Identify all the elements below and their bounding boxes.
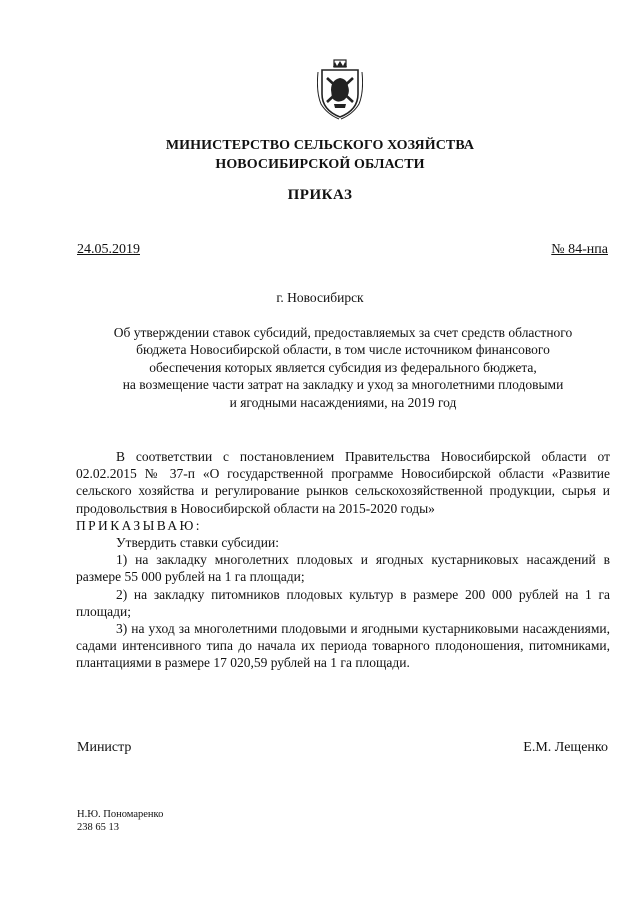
coat-of-arms-icon [317,58,363,120]
subject-line: обеспечения которых является субсидия из федерального бюджета, [149,359,537,375]
preamble-paragraph: В соответствии с постановлением Правительства Новосибирской области от 02.02.2015 № 37-п «О государственной программе Новосибирской области «Развитие сельского хозяйства и регулирование рынков сельскохозяйственной продукции, сырья и продовольствия в Новосибирской области на 2015-2020 годы» [76,449,610,516]
signatory-name: Е.М. Лещенко [523,740,608,755]
executor-phone: 238 65 13 [77,822,119,833]
subject-line: бюджета Новосибирской области, в том числе источником финансового [136,342,550,358]
ministry-title-line2: НОВОСИБИРСКОЙ ОБЛАСТИ [215,157,425,172]
executor-name: Н.Ю. Пономаренко [77,809,164,820]
subject-line: на возмещение части затрат на закладку и уход за многолетними плодовыми [122,377,564,393]
document-type: ПРИКАЗ [287,187,353,203]
ministry-title-line1: МИНИСТЕРСТВО СЕЛЬСКОГО ХОЗЯЙСТВА [165,138,475,153]
order-date: 24.05.2019 [77,242,140,257]
order-number: № 84-нпа [551,242,608,257]
subject-line: и ягодными насаждениями, на 2019 год [229,394,457,410]
item-paragraph: 1) на закладку многолетних плодовых и ягодных кустарниковых насаждений в размере 55 000 рублей на 1 га площади; [76,552,610,585]
signatory-title: Министр [77,740,132,755]
intro-paragraph: Утвердить ставки субсидии: [116,535,279,551]
city: г. Новосибирск [276,290,364,305]
order-word: ПРИКАЗЫВАЮ: [76,517,202,533]
subject-line: Об утверждении ставок субсидий, предоставляемых за счет средств областного [113,325,573,340]
item-paragraph: 3) на уход за многолетними плодовыми и ягодными кустарниковыми насаждениями, садами интенсивного типа до начала их периода товарного плодоношения, питомниками, плантациями в размере 17 020,59 рублей на 1 га площади. [76,621,610,671]
order-subject [70,324,616,411]
item-paragraph: 2) на закладку питомников плодовых культур в размере 200 000 рублей на 1 га площади; [76,586,610,619]
order-body [76,448,610,672]
executor-block [77,808,163,834]
